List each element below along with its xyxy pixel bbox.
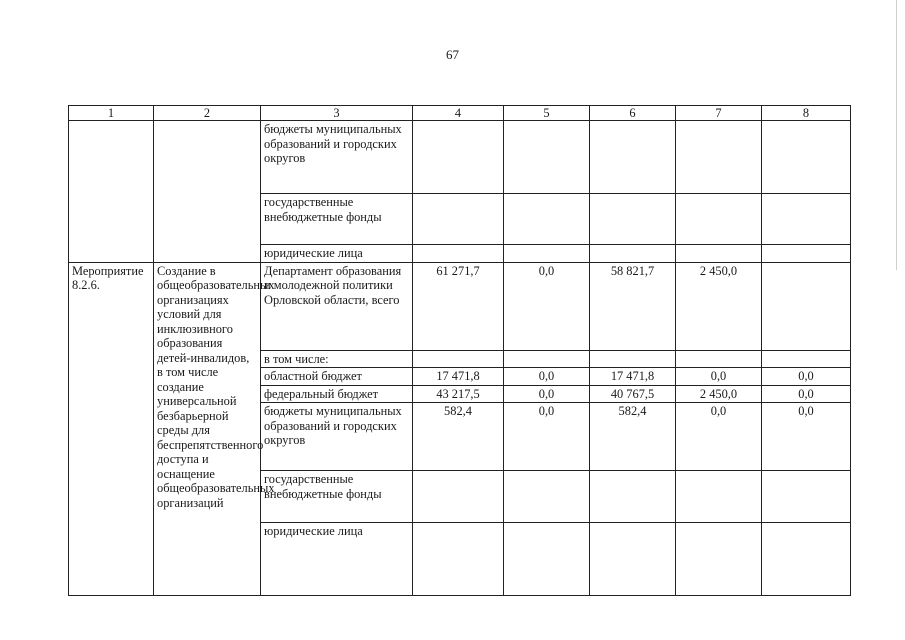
measure-id-cell: Мероприятие 8.2.6. bbox=[69, 262, 154, 596]
value-cell: 58 821,7 bbox=[590, 262, 676, 350]
value-cell bbox=[590, 121, 676, 194]
program-table bbox=[68, 105, 851, 596]
value-cell: 0,0 bbox=[676, 403, 762, 471]
value-cell bbox=[590, 471, 676, 523]
value-cell bbox=[413, 523, 504, 596]
header-cell: 4 bbox=[413, 106, 504, 121]
value-cell bbox=[590, 245, 676, 263]
value-cell bbox=[676, 350, 762, 368]
value-cell: 0,0 bbox=[762, 385, 851, 403]
table-row bbox=[69, 121, 851, 194]
table-row bbox=[69, 262, 851, 350]
value-cell bbox=[762, 350, 851, 368]
header-cell: 5 bbox=[504, 106, 590, 121]
value-cell bbox=[762, 471, 851, 523]
value-cell: 2 450,0 bbox=[676, 385, 762, 403]
funding-source-cell: областной бюджет bbox=[261, 368, 413, 386]
value-cell: 17 471,8 bbox=[413, 368, 504, 386]
funding-source-cell: государственные внебюджетные фонды bbox=[261, 471, 413, 523]
header-row bbox=[69, 106, 851, 121]
value-cell bbox=[762, 262, 851, 350]
value-cell: 2 450,0 bbox=[676, 262, 762, 350]
value-cell bbox=[676, 471, 762, 523]
empty-cell bbox=[69, 121, 154, 263]
value-cell bbox=[504, 121, 590, 194]
value-cell: 17 471,8 bbox=[590, 368, 676, 386]
value-cell: 582,4 bbox=[590, 403, 676, 471]
value-cell bbox=[590, 523, 676, 596]
funding-source-cell: бюджеты муниципальных образований и городских округов bbox=[261, 403, 413, 471]
value-cell: 0,0 bbox=[762, 403, 851, 471]
funding-source-cell: юридические лица bbox=[261, 523, 413, 596]
value-cell bbox=[413, 471, 504, 523]
funding-source-cell: федеральный бюджет bbox=[261, 385, 413, 403]
funding-source-cell: в том числе: bbox=[261, 350, 413, 368]
value-cell: 0,0 bbox=[504, 368, 590, 386]
value-cell: 0,0 bbox=[504, 403, 590, 471]
value-cell bbox=[504, 350, 590, 368]
value-cell bbox=[504, 471, 590, 523]
value-cell bbox=[762, 194, 851, 245]
scan-edge-line bbox=[896, 0, 897, 270]
header-cell: 6 bbox=[590, 106, 676, 121]
header-cell: 1 bbox=[69, 106, 154, 121]
value-cell bbox=[413, 121, 504, 194]
value-cell: 0,0 bbox=[676, 368, 762, 386]
funding-source-cell: юридические лица bbox=[261, 245, 413, 263]
value-cell bbox=[762, 245, 851, 263]
value-cell bbox=[676, 245, 762, 263]
value-cell: 43 217,5 bbox=[413, 385, 504, 403]
funding-source-cell: бюджеты муниципальных образований и городских округов bbox=[261, 121, 413, 194]
header-cell: 7 bbox=[676, 106, 762, 121]
header-cell: 3 bbox=[261, 106, 413, 121]
value-cell: 0,0 bbox=[504, 262, 590, 350]
value-cell bbox=[762, 523, 851, 596]
value-cell bbox=[590, 350, 676, 368]
value-cell: 0,0 bbox=[504, 385, 590, 403]
value-cell bbox=[762, 121, 851, 194]
value-cell bbox=[413, 350, 504, 368]
value-cell bbox=[504, 245, 590, 263]
header-cell: 2 bbox=[154, 106, 261, 121]
value-cell bbox=[590, 194, 676, 245]
value-cell: 0,0 bbox=[762, 368, 851, 386]
value-cell: 582,4 bbox=[413, 403, 504, 471]
value-cell bbox=[676, 523, 762, 596]
value-cell: 40 767,5 bbox=[590, 385, 676, 403]
page-number: 67 bbox=[446, 47, 459, 62]
header-cell: 8 bbox=[762, 106, 851, 121]
measure-description-cell: Создание в общеобразовательных организациях условий для инклюзивного образования детей-инвалидов, в том числе создание универсальной безбарьерной среды для беспрепятственного доступа и оснащение общеобразовательных организаций bbox=[154, 262, 261, 596]
value-cell bbox=[413, 194, 504, 245]
value-cell: 61 271,7 bbox=[413, 262, 504, 350]
empty-cell bbox=[154, 121, 261, 263]
value-cell bbox=[504, 194, 590, 245]
funding-source-cell: государственные внебюджетные фонды bbox=[261, 194, 413, 245]
value-cell bbox=[504, 523, 590, 596]
value-cell bbox=[413, 245, 504, 263]
value-cell bbox=[676, 194, 762, 245]
funding-source-cell: Департамент образования и молодежной политики Орловской области, всего bbox=[261, 262, 413, 350]
value-cell bbox=[676, 121, 762, 194]
